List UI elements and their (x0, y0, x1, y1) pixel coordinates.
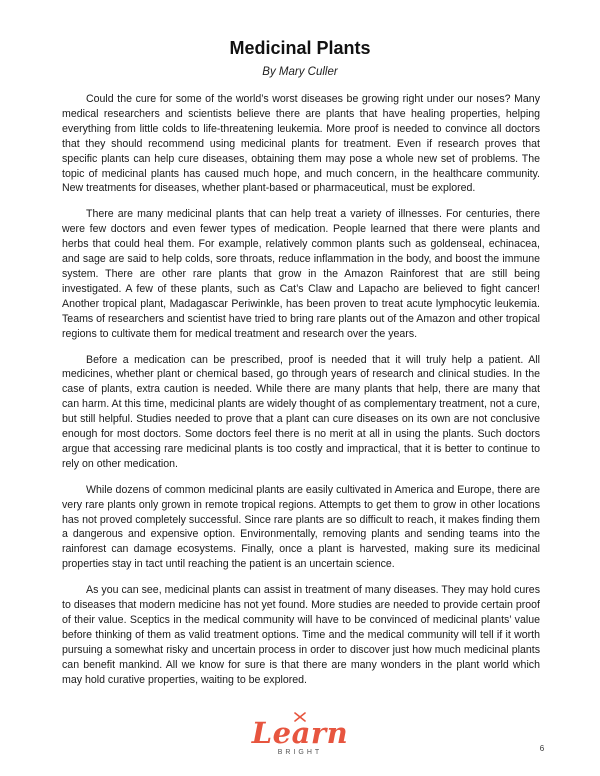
paragraph-1: Could the cure for some of the world’s worst diseases be growing right under our noses? Many medical researchers and scientists believe there are plants that have healing properties, helping everything from little colds to life-threatening leukemia. More proof is needed to convince all doctors that they should recommend using medicinal plants for treatment. Even if research proves that specific plants can help cure diseases, obtaining them may pose a whole new set of problems. The topic of medicinal plants has caused much hope, and much concern, in the healthcare community. New treatments for diseases, whether plant-based or pharmaceutical, must be explored. (62, 93, 540, 195)
page-number: 6 (539, 744, 545, 753)
paragraph-3: Before a medication can be prescribed, proof is needed that it will truly help a patient. All medicines, whether plant or chemical based, go through years of research and clinical studies. In the case of plants, extra caution is needed. While there are many plants that help, there are many that can harm. At this time, medicinal plants are widely thought of as complementary treatment, not a cure, but still helpful. Studies needed to prove that a plant can cure diseases on its own are not conclusive enough for most doctors. Some doctors feel there is no merit at all in using the plants. Such doctors argue that accessing rare medicinal plants is too costly and impractical, that it is better to continue to rely on other medication. (62, 353, 540, 470)
article-body (62, 92, 540, 699)
logo-subtitle: BRIGHT (277, 749, 323, 756)
author-byline: By Mary Culler (262, 66, 338, 78)
paragraph-5: As you can see, medicinal plants can assist in treatment of many diseases. They may hold cures to diseases that modern medicine has not yet found. More studies are needed to provide certain proof of their value. Sceptics in the medical community will have to be convinced of medicinal plants’ value before thinking of them as valid treatment options. Time and the medical community will tell if it worth pursuing a somewhat risky and uncertain process in order to discover just how much medicinal plants can benefit mankind. All we know for sure is that there are many wonders in the plant world which may hold curative properties, waiting to be explored. (62, 584, 540, 686)
page-title: Medicinal Plants (229, 38, 371, 58)
paragraph-2: There are many medicinal plants that can help treat a variety of illnesses. For centuries, there were few doctors and even fewer types of medication. People learned that there were plants and herbs that could heal them. For example, relatively common plants such as goldenseal, echinacea, and sage are said to help colds, sore throats, reduce inflammation in the body, and boost the immune system. There are other rare plants that grow in the Amazon Rainforest that are still being investigated. A few of these plants, such as Cat’s Claw and Lapacho are believed to fight cancer! Another tropical plant, Madagascar Periwinkle, has been proven to treat acute lymphocytic leukemia. Teams of researchers and scientist have tried to bring rare plants out of the Amazon and other tropical regions to cultivate them for medical treatment and research over the years. (62, 208, 540, 340)
paragraph-4: While dozens of common medicinal plants are easily cultivated in America and Europe, there are very rare plants only grown in remote tropical regions. Attempts to get them to grow in other locations has not proved completely successful. Since rare plants are so difficult to reach, it makes finding them a dangerous and expensive option. Environmentally, removing plants and sending teams into the rainforest can damage ecosystems. Finally, once a plant is harvested, making sure its medicinal properties stay in tact until reaching the patient is an uncertain science. (62, 483, 540, 571)
logo-wordmark: Learn (251, 716, 349, 750)
learn-bright-logo (250, 712, 350, 764)
